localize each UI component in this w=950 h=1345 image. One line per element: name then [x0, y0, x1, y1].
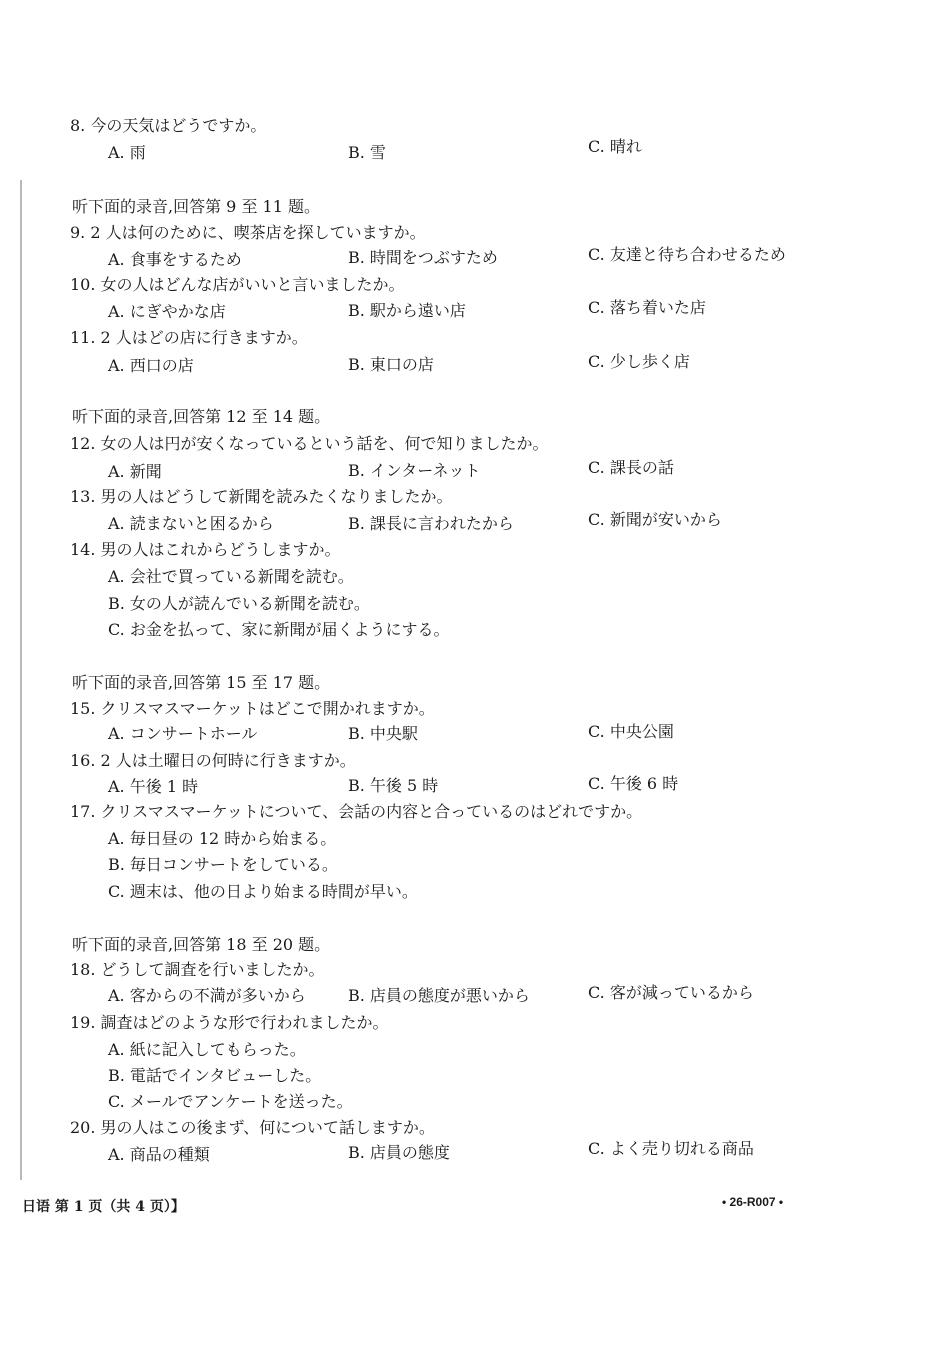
q9-option-b: B. 時間をつぶすため [348, 248, 498, 267]
q13-option-a: A. 読まないと困るから [108, 514, 274, 533]
question-17: 17. クリスマスマーケットについて、会話の内容と合っているのはどれですか。 [70, 802, 643, 821]
q9-option-c: C. 友達と待ち合わせるため [588, 245, 786, 264]
q20-option-b: B. 店員の態度 [348, 1143, 450, 1162]
q13-option-b: B. 課長に言われたから [348, 514, 514, 533]
question-8: 8. 今の天気はどうですか。 [70, 116, 267, 135]
q8-option-c: C. 晴れ [588, 137, 642, 156]
q14-option-c: C. お金を払って、家に新聞が届くようにする。 [108, 620, 450, 639]
q10-option-a: A. にぎやかな店 [108, 302, 226, 321]
q17-option-a: A. 毎日昼の 12 時から始まる。 [108, 829, 337, 848]
q12-option-b: B. インターネット [348, 461, 481, 480]
q17-option-c: C. 週末は、他の日より始まる時間が早い。 [108, 882, 418, 901]
q16-option-b: B. 午後 5 時 [348, 776, 439, 795]
section-instruction-1: 听下面的录音,回答第 9 至 11 题。 [72, 197, 320, 216]
q20-option-a: A. 商品の種類 [108, 1145, 210, 1164]
q8-option-b: B. 雪 [348, 143, 386, 162]
q19-option-a: A. 紙に記入してもらった。 [108, 1040, 306, 1059]
q18-option-a: A. 客からの不満が多いから [108, 986, 306, 1005]
q15-option-a: A. コンサートホール [108, 724, 258, 743]
q12-option-c: C. 課長の話 [588, 458, 674, 477]
q10-option-c: C. 落ち着いた店 [588, 298, 706, 317]
question-15: 15. クリスマスマーケットはどこで開かれますか。 [70, 699, 435, 718]
q8-option-a: A. 雨 [108, 143, 146, 162]
q18-option-c: C. 客が減っているから [588, 983, 754, 1002]
q19-option-c: C. メールでアンケートを送った。 [108, 1092, 353, 1111]
question-12: 12. 女の人は円が安くなっているという話を、何で知りましたか。 [70, 434, 549, 453]
q11-option-a: A. 西口の店 [108, 356, 194, 375]
q15-option-b: B. 中央駅 [348, 724, 418, 743]
question-18: 18. どうして調査を行いましたか。 [70, 960, 325, 979]
q12-option-a: A. 新聞 [108, 462, 162, 481]
q16-option-a: A. 午後 1 時 [108, 777, 199, 796]
question-16: 16. 2 人は土曜日の何時に行きますか。 [70, 751, 356, 770]
section-instruction-3: 听下面的录音,回答第 15 至 17 题。 [72, 673, 331, 692]
question-19: 19. 調査はどのような形で行われましたか。 [70, 1013, 389, 1032]
q14-option-b: B. 女の人が読んでいる新聞を読む。 [108, 594, 370, 613]
page-footer-label: 日语 第 1 页（共 4 页）】 [22, 1199, 185, 1215]
q20-option-c: C. よく売り切れる商品 [588, 1139, 754, 1158]
q10-option-b: B. 駅から遠い店 [348, 301, 466, 320]
q18-option-b: B. 店員の態度が悪いから [348, 986, 530, 1005]
q11-option-b: B. 東口の店 [348, 355, 434, 374]
q19-option-b: B. 電話でインタビューした。 [108, 1066, 322, 1085]
q11-option-c: C. 少し歩く店 [588, 352, 690, 371]
question-13: 13. 男の人はどうして新聞を読みたくなりましたか。 [70, 487, 453, 506]
q15-option-c: C. 中央公園 [588, 722, 674, 741]
q13-option-c: C. 新聞が安いから [588, 510, 722, 529]
scan-margin-line [20, 180, 22, 1180]
q9-option-a: A. 食事をするため [108, 250, 242, 269]
q14-option-a: A. 会社で買っている新聞を読む。 [108, 567, 354, 586]
q16-option-c: C. 午後 6 時 [588, 774, 679, 793]
question-10: 10. 女の人はどんな店がいいと言いましたか。 [70, 275, 405, 294]
q17-option-b: B. 毎日コンサートをしている。 [108, 855, 338, 874]
question-9: 9. 2 人は何のために、喫茶店を探していますか。 [70, 223, 426, 242]
section-instruction-4: 听下面的录音,回答第 18 至 20 题。 [72, 935, 331, 954]
question-14: 14. 男の人はこれからどうしますか。 [70, 540, 341, 559]
page-code: • 26-R007 • [722, 1195, 784, 1209]
question-20: 20. 男の人はこの後まず、何について話しますか。 [70, 1118, 435, 1137]
question-11: 11. 2 人はどの店に行きますか。 [70, 328, 308, 347]
section-instruction-2: 听下面的录音,回答第 12 至 14 题。 [72, 407, 331, 426]
